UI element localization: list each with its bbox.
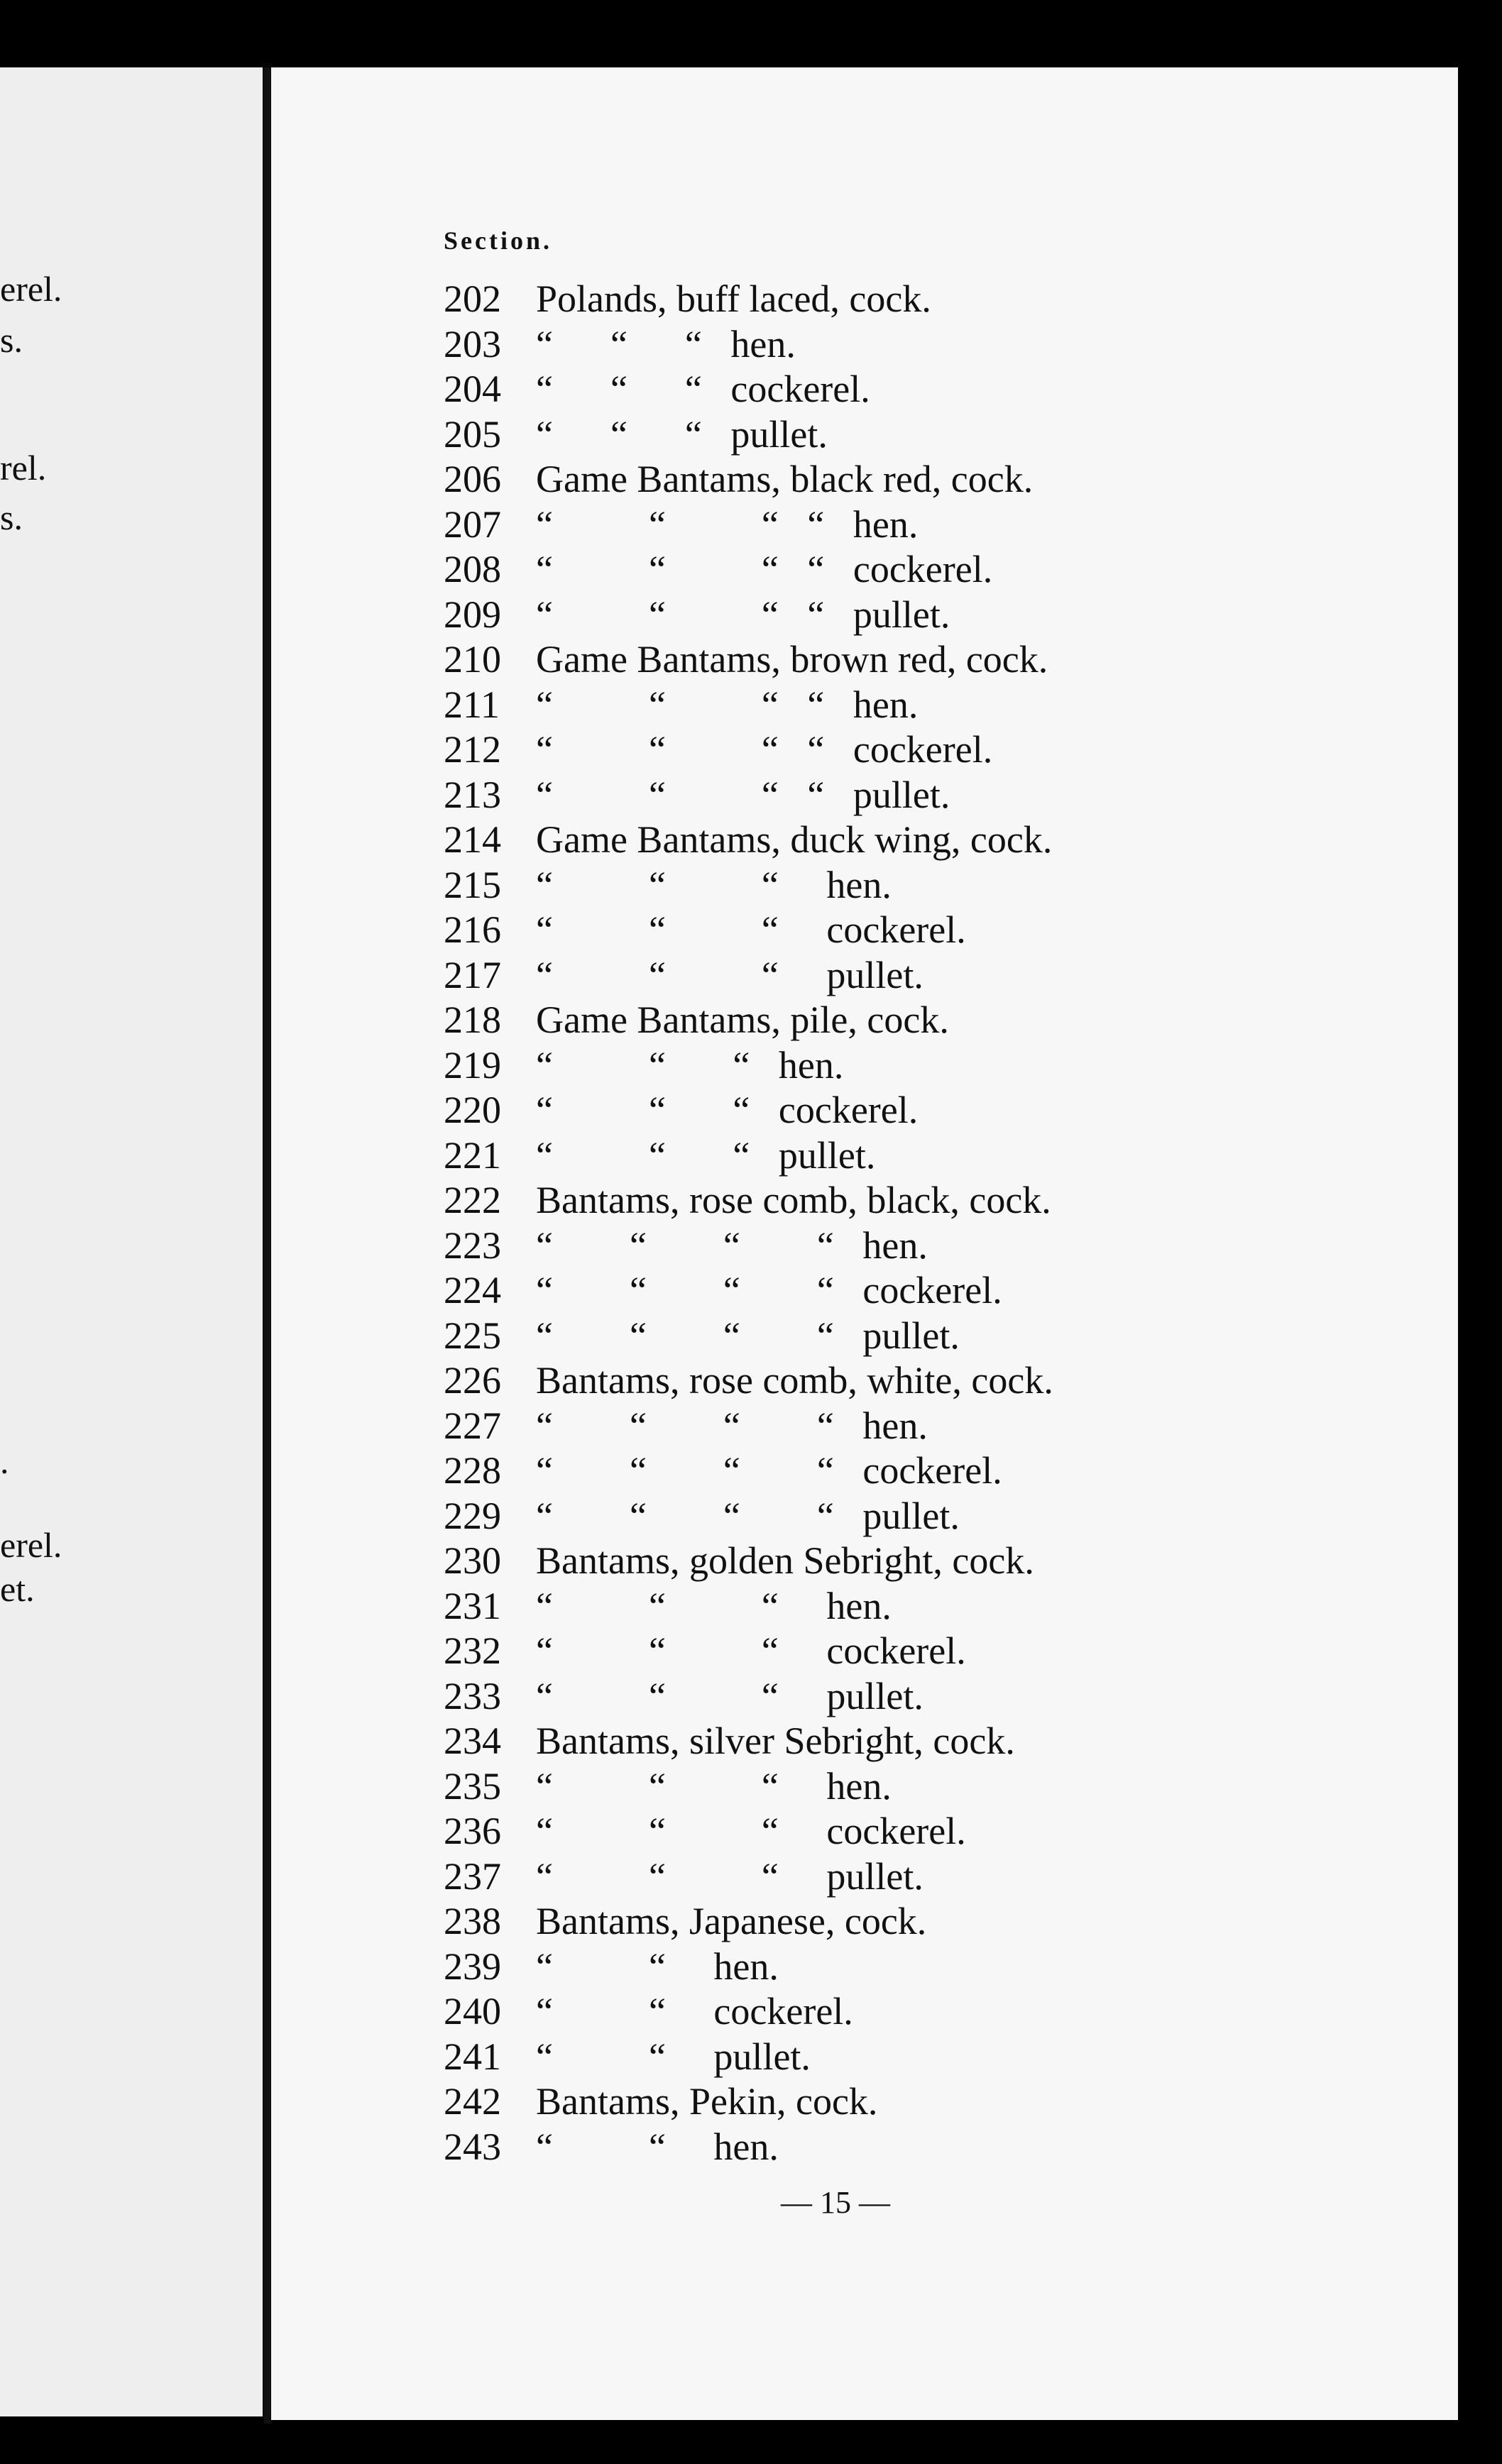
section-number: 237 bbox=[444, 1854, 501, 1898]
entry-description: “ “ “ “ pullet. bbox=[536, 593, 950, 636]
entry-description: “ “ “ cockerel. bbox=[536, 908, 966, 951]
entry-description: “ “ “ “ cockerel. bbox=[536, 1269, 1002, 1311]
list-item bbox=[444, 1854, 1437, 1898]
section-number: 204 bbox=[444, 368, 501, 410]
section-number: 225 bbox=[444, 1314, 501, 1357]
list-item bbox=[444, 322, 1437, 366]
section-number: 222 bbox=[444, 1179, 501, 1221]
section-number: 235 bbox=[444, 1764, 501, 1808]
section-number: 210 bbox=[444, 638, 501, 681]
entry-description: “ “ “ pullet. bbox=[536, 1133, 876, 1177]
left-fragment-text: et. bbox=[0, 1569, 35, 1609]
section-number: 211 bbox=[444, 683, 500, 726]
list-item bbox=[444, 367, 1437, 411]
entry-description: “ “ “ “ cockerel. bbox=[536, 728, 993, 771]
list-item bbox=[444, 1494, 1437, 1538]
section-number: 213 bbox=[444, 773, 501, 816]
list-item bbox=[444, 1088, 1437, 1132]
entry-description: “ “ “ “ hen. bbox=[536, 683, 919, 726]
entry-description: “ “ “ cockerel. bbox=[536, 1810, 966, 1852]
section-number: 223 bbox=[444, 1223, 501, 1267]
entry-description: “ “ “ “ hen. bbox=[536, 502, 919, 546]
entry-description: “ “ “ hen. bbox=[536, 1043, 844, 1087]
list-item bbox=[444, 547, 1437, 591]
entry-description: “ “ “ “ pullet. bbox=[536, 773, 950, 816]
section-number: 230 bbox=[444, 1539, 501, 1582]
entry-description: Game Bantams, pile, cock. bbox=[536, 999, 949, 1041]
entry-description: Polands, buff laced, cock. bbox=[536, 277, 931, 320]
left-fragment-text: rel. bbox=[0, 448, 47, 488]
list-item bbox=[444, 277, 1437, 321]
section-number: 218 bbox=[444, 999, 501, 1041]
list-item bbox=[444, 863, 1437, 907]
list-item bbox=[444, 998, 1437, 1042]
list-item bbox=[444, 1043, 1437, 1087]
section-number: 243 bbox=[444, 2125, 501, 2168]
entry-description: “ “ “ cockerel. bbox=[536, 1089, 919, 1131]
entry-description: “ “ “ “ cockerel. bbox=[536, 1449, 1002, 1492]
list-item bbox=[444, 1629, 1437, 1673]
list-item bbox=[444, 1539, 1437, 1583]
section-number: 232 bbox=[444, 1629, 501, 1672]
list-item bbox=[444, 1809, 1437, 1853]
list-item bbox=[444, 1178, 1437, 1222]
section-number: 239 bbox=[444, 1945, 501, 1988]
entry-description: “ “ cockerel. bbox=[536, 1990, 853, 2033]
section-number: 238 bbox=[444, 1900, 501, 1942]
left-fragment-text: erel. bbox=[0, 1525, 62, 1565]
section-number: 236 bbox=[444, 1810, 501, 1852]
section-number: 217 bbox=[444, 953, 501, 996]
section-number: 226 bbox=[444, 1359, 501, 1402]
list-item bbox=[444, 773, 1437, 817]
section-number: 202 bbox=[444, 277, 501, 320]
entry-description: Bantams, golden Sebright, cock. bbox=[536, 1539, 1034, 1582]
entry-description: Bantams, Pekin, cock. bbox=[536, 2080, 878, 2123]
section-number: 219 bbox=[444, 1043, 501, 1087]
list-item bbox=[444, 1268, 1437, 1312]
list-item bbox=[444, 1223, 1437, 1267]
section-number: 212 bbox=[444, 728, 501, 771]
list-item bbox=[444, 2035, 1437, 2079]
list-item bbox=[444, 2079, 1437, 2123]
entry-description: “ “ “ hen. bbox=[536, 1764, 892, 1808]
section-number: 206 bbox=[444, 458, 501, 500]
facing-page-fragment bbox=[0, 67, 263, 2416]
list-item bbox=[444, 1989, 1437, 2033]
list-item bbox=[444, 727, 1437, 771]
list-item bbox=[444, 457, 1437, 501]
entry-description: “ “ “ “ pullet. bbox=[536, 1314, 960, 1357]
section-number: 216 bbox=[444, 908, 501, 951]
list-item bbox=[444, 1584, 1437, 1628]
entry-description: “ “ “ cockerel. bbox=[536, 1629, 966, 1672]
entry-description: “ “ hen. bbox=[536, 2125, 779, 2168]
list-item bbox=[444, 412, 1437, 456]
section-number: 221 bbox=[444, 1133, 501, 1177]
entry-description: “ “ “ “ hen. bbox=[536, 1223, 928, 1267]
entry-description: “ “ pullet. bbox=[536, 2035, 811, 2078]
entry-description: Bantams, silver Sebright, cock. bbox=[536, 1720, 1015, 1762]
list-item bbox=[444, 1314, 1437, 1358]
entry-description: “ “ “ “ pullet. bbox=[536, 1494, 960, 1537]
section-number: 242 bbox=[444, 2080, 501, 2123]
entry-description: “ “ “ cockerel. bbox=[536, 368, 870, 410]
section-number: 229 bbox=[444, 1494, 501, 1537]
section-number: 241 bbox=[444, 2035, 501, 2078]
section-number: 214 bbox=[444, 818, 501, 861]
list-item bbox=[444, 1764, 1437, 1808]
section-number: 220 bbox=[444, 1089, 501, 1131]
entry-description: Bantams, rose comb, black, cock. bbox=[536, 1179, 1051, 1221]
entry-description: Bantams, Japanese, cock. bbox=[536, 1900, 927, 1942]
section-number: 203 bbox=[444, 322, 501, 365]
left-fragment-text: s. bbox=[0, 497, 23, 537]
left-fragment-text: . bbox=[0, 1441, 9, 1481]
list-item bbox=[444, 818, 1437, 862]
left-fragment-text: erel. bbox=[0, 269, 62, 309]
list-item bbox=[444, 683, 1437, 727]
entry-description: Bantams, rose comb, white, cock. bbox=[536, 1359, 1053, 1402]
entry-description: Game Bantams, brown red, cock. bbox=[536, 638, 1048, 681]
section-number: 215 bbox=[444, 863, 501, 906]
section-number: 207 bbox=[444, 502, 501, 546]
section-number: 205 bbox=[444, 412, 501, 456]
list-item bbox=[444, 1133, 1437, 1177]
list-item bbox=[444, 1674, 1437, 1718]
page-number: — 15 — bbox=[781, 2185, 890, 2220]
entry-description: “ “ “ hen. bbox=[536, 863, 892, 906]
section-number: 234 bbox=[444, 1720, 501, 1762]
list-item bbox=[444, 908, 1437, 952]
list-item bbox=[444, 593, 1437, 637]
entry-description: “ “ “ pullet. bbox=[536, 412, 828, 456]
list-item bbox=[444, 1719, 1437, 1763]
entry-description: “ “ “ pullet. bbox=[536, 953, 923, 996]
list-item bbox=[444, 502, 1437, 546]
section-number: 228 bbox=[444, 1449, 501, 1492]
list-item bbox=[444, 1404, 1437, 1448]
list-item bbox=[444, 1358, 1437, 1402]
entry-description: “ “ hen. bbox=[536, 1945, 779, 1988]
section-number: 240 bbox=[444, 1990, 501, 2033]
section-number: 224 bbox=[444, 1269, 501, 1311]
section-number: 227 bbox=[444, 1404, 501, 1447]
entry-description: “ “ “ hen. bbox=[536, 1584, 892, 1627]
list-item bbox=[444, 2125, 1437, 2169]
entry-description: Game Bantams, duck wing, cock. bbox=[536, 818, 1053, 861]
page-binding bbox=[264, 67, 271, 2424]
list-item bbox=[444, 953, 1437, 997]
section-number: 233 bbox=[444, 1674, 501, 1717]
list-item bbox=[444, 1945, 1437, 1989]
entry-description: “ “ “ “ hen. bbox=[536, 1404, 928, 1447]
list-item bbox=[444, 1448, 1437, 1492]
section-number: 231 bbox=[444, 1584, 501, 1627]
entry-description: Game Bantams, black red, cock. bbox=[536, 458, 1034, 500]
left-fragment-text: s. bbox=[0, 320, 23, 360]
list-item bbox=[444, 637, 1437, 681]
entry-description: “ “ “ “ cockerel. bbox=[536, 548, 993, 590]
section-number: 209 bbox=[444, 593, 501, 636]
section-number: 208 bbox=[444, 548, 501, 590]
entry-description: “ “ “ pullet. bbox=[536, 1674, 923, 1717]
list-item bbox=[444, 1899, 1437, 1943]
entry-description: “ “ “ pullet. bbox=[536, 1854, 923, 1898]
entry-description: “ “ “ hen. bbox=[536, 322, 796, 365]
section-header: Section. bbox=[444, 226, 552, 255]
